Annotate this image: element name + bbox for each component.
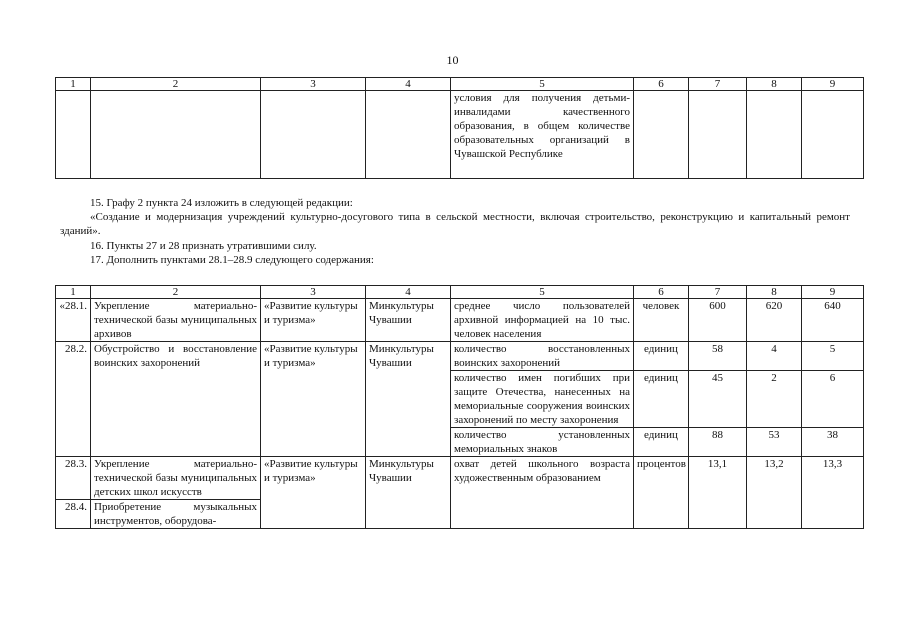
col-header: 9: [802, 286, 864, 299]
row-agency: Минкультуры Чувашии: [366, 342, 451, 457]
value-cell: 4: [747, 342, 802, 371]
indicator-cell: условия для получения детьми-инвалидами качественного образования, в общем количестве образовательных организаций в Чувашской Республике: [451, 91, 634, 179]
table-row: [56, 457, 864, 500]
indicator-cell: количество установленных мемориальных знаков: [451, 428, 634, 457]
value-cell: 5: [802, 342, 864, 371]
col-header: 1: [56, 78, 91, 91]
row-name: Укрепление материально-технической базы муниципальных детских школ искусств: [91, 457, 261, 500]
indicator-cell: охват детей школьного возраста художественным образованием: [451, 457, 634, 529]
value-cell: 58: [689, 342, 747, 371]
row-number: 28.3.: [56, 457, 91, 500]
value-cell: 620: [747, 299, 802, 342]
col-header: 7: [689, 78, 747, 91]
col-header: 7: [689, 286, 747, 299]
table-continuation: [55, 77, 864, 179]
value-cell: 88: [689, 428, 747, 457]
indicator-cell: количество восстановленных воинских захоронений: [451, 342, 634, 371]
value-cell: 6: [802, 371, 864, 428]
row-name: Укрепление материально-технической базы муниципальных архивов: [91, 299, 261, 342]
table-main: [55, 285, 864, 529]
col-header: 2: [91, 286, 261, 299]
row-program: «Развитие культуры и туризма»: [261, 457, 366, 529]
col-header: 2: [91, 78, 261, 91]
unit-cell: процентов: [634, 457, 689, 529]
row-program: «Развитие культуры и туризма»: [261, 299, 366, 342]
table-row: [56, 342, 864, 371]
row-agency: Минкультуры Чувашии: [366, 457, 451, 529]
paragraph-quote: «Создание и модернизация учреждений культурно-досугового типа в сельской местности, включая строительство, реконструкцию и капитальный ремонт зданий».: [60, 211, 850, 237]
col-header: 1: [56, 286, 91, 299]
row-number: 28.2.: [56, 342, 91, 457]
col-header: 6: [634, 286, 689, 299]
value-cell: 53: [747, 428, 802, 457]
col-header: 5: [451, 78, 634, 91]
value-cell: 600: [689, 299, 747, 342]
col-header: 4: [366, 286, 451, 299]
value-cell: 45: [689, 371, 747, 428]
paragraph-16: 16. Пункты 27 и 28 признать утратившими силу.: [90, 240, 317, 252]
col-header: 5: [451, 286, 634, 299]
paragraph-15: 15. Графу 2 пункта 24 изложить в следующей редакции:: [90, 197, 353, 209]
table-row: [56, 299, 864, 342]
value-cell: 13,2: [747, 457, 802, 529]
indicator-cell: количество имен погибших при защите Отечества, нанесенных на мемориальные сооружения воинских захоронений по месту захоронения: [451, 371, 634, 428]
value-cell: 13,3: [802, 457, 864, 529]
row-number: «28.1.: [56, 299, 91, 342]
table-header-row: [56, 286, 864, 299]
unit-cell: человек: [634, 299, 689, 342]
col-header: 3: [261, 78, 366, 91]
paragraph-17: 17. Дополнить пунктами 28.1–28.9 следующего содержания:: [90, 254, 374, 266]
row-agency: Минкультуры Чувашии: [366, 299, 451, 342]
col-header: 6: [634, 78, 689, 91]
value-cell: 2: [747, 371, 802, 428]
table-row: [56, 91, 864, 179]
unit-cell: единиц: [634, 371, 689, 428]
value-cell: 38: [802, 428, 864, 457]
col-header: 4: [366, 78, 451, 91]
col-header: 8: [747, 78, 802, 91]
row-number: 28.4.: [56, 500, 91, 529]
page-number: 10: [446, 53, 459, 67]
row-name: Обустройство и восстановление воинских захоронений: [91, 342, 261, 457]
value-cell: 640: [802, 299, 864, 342]
row-name: Приобретение музыкальных инструментов, оборудова-: [91, 500, 261, 529]
row-program: «Развитие культуры и туризма»: [261, 342, 366, 457]
col-header: 8: [747, 286, 802, 299]
value-cell: 13,1: [689, 457, 747, 529]
unit-cell: единиц: [634, 428, 689, 457]
col-header: 3: [261, 286, 366, 299]
col-header: 9: [802, 78, 864, 91]
indicator-cell: среднее число пользователей архивной информацией на 10 тыс. человек населения: [451, 299, 634, 342]
table-header-row: [56, 78, 864, 91]
unit-cell: единиц: [634, 342, 689, 371]
